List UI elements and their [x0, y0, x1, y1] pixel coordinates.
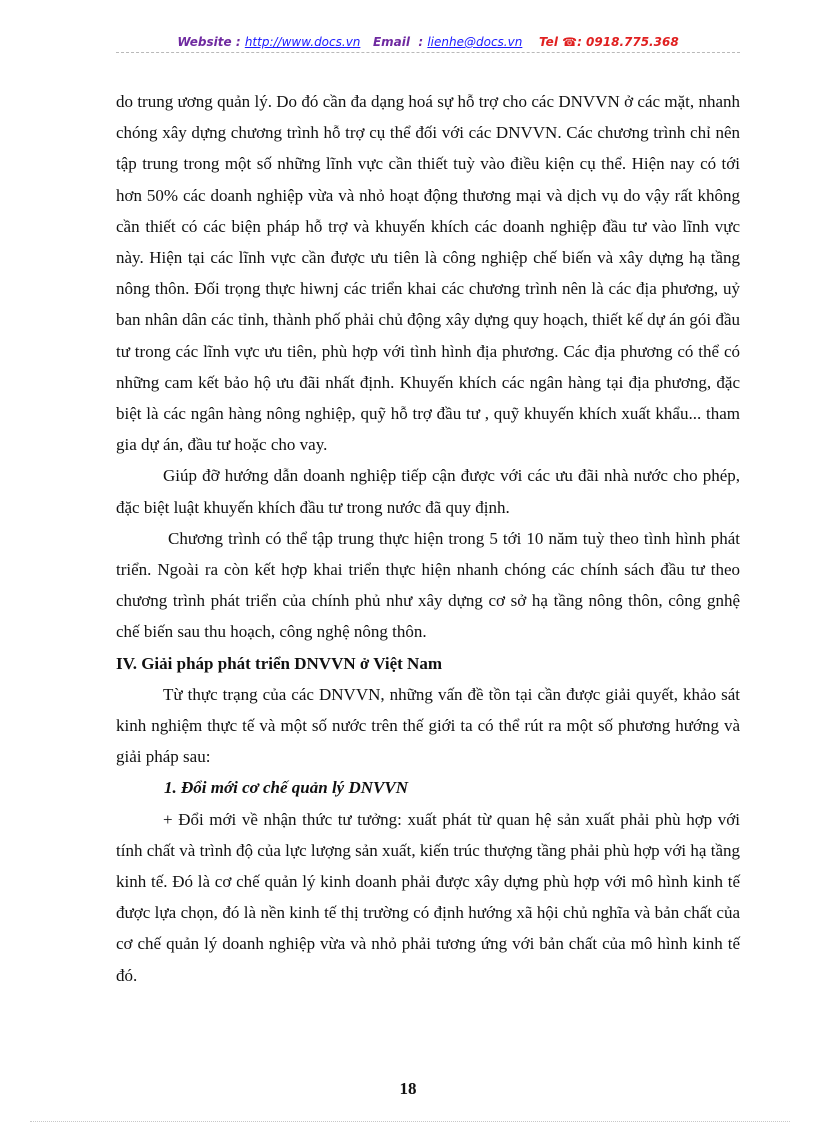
website-label: Website :: [177, 35, 241, 49]
footer-divider: [30, 1121, 790, 1122]
tel-label: Tel: [539, 35, 558, 49]
email-link[interactable]: lienhe@docs.vn: [427, 35, 523, 49]
header-divider: [116, 52, 740, 53]
email-separator: :: [418, 35, 424, 49]
email-label: Email: [372, 35, 410, 49]
telephone-icon: ☎: [562, 35, 578, 49]
website-link[interactable]: http://www.docs.vn: [244, 35, 361, 49]
paragraph-3: Chương trình có thể tập trung thực hiện trong 5 tới 10 năm tuỳ theo tình hình phát triển. Ngoài ra còn kết hợp khai triển thực hiện nhanh chóng các chính sách đầu tư theo chương trình phát triển của chính phủ như xây dựng cơ sở hạ tầng nông thôn, công gnhệ chế biến sau thu hoạch, công nghệ nông thôn.: [116, 528, 740, 642]
paragraph-1: do trung ương quản lý. Do đó cần đa dạng hoá sự hỗ trợ cho các DNVVN ở các mặt, nhanh chóng xây dựng chương trình hỗ trợ cụ thể đối với các DNVVN. Các chương trình chỉ nên tập trung trong một số những lĩnh vực cần thiết tuỳ vào điều kiện cụ thể. Hiện nay có tới hơn 50% các doanh nghiệp vừa và nhỏ hoạt động thương mại và dịch vụ do vậy rất không cần thiết có các biện pháp hỗ trợ và khuyến khích các doanh nghiệp đầu tư vào lĩnh vực này. Hiện tại các lĩnh vực cần được ưu tiên là công nghiệp chế biến và xây dựng hạ tầng nông thôn. Đối trọng thực hiwnj các triển khai các chương trình nên là các địa phương, uỷ ban nhân dân các tỉnh, thành phố phải chủ động xây dựng quy hoạch, thiết kế dự án gói đầu tư trong các lĩnh vực ưu tiên, phù hợp với tình hình địa phương. Các địa phương có thể có những cam kết bảo hộ ưu đãi nhất định. Khuyến khích các ngân hàng tại địa phương, đặc biệt là các ngân hàng nông nghiệp, quỹ hỗ trợ đầu tư , quỹ khuyến khích xuất khẩu... tham gia dự án, đầu tư hoặc cho vay.: [116, 92, 740, 455]
phone-number: : 0918.775.368: [577, 35, 679, 49]
section-heading-iv: IV. Giải pháp phát triển DNVVN ở Việt Nam: [116, 653, 442, 673]
paragraph-2: Giúp đỡ hướng dẫn doanh nghiệp tiếp cận được với các ưu đãi nhà nước cho phép, đặc biệt luật khuyến khích đầu tư trong nước đã quy định.: [116, 466, 740, 517]
page-number: 18: [399, 1079, 417, 1098]
subsection-heading-1: 1. Đổi mới cơ chế quản lý DNVVN: [164, 778, 408, 798]
paragraph-5: + Đổi mới về nhận thức tư tưởng: xuất phát từ quan hệ sản xuất phải phù hợp với tính chất và trình độ của lực lượng sản xuất, kiến trúc thượng tầng phải phù hợp với hạ tầng kinh tế. Đó là cơ chế quản lý kinh doanh phải được xây dựng phù hợp với mô hình kinh tế được lựa chọn, đó là nền kinh tế thị trường có định hướng xã hội chủ nghĩa và bản chất của cơ chế quản lý doanh nghiệp vừa và nhỏ phải tương ứng với bản chất của mô hình kinh tế đó.: [116, 809, 740, 985]
page-header: [116, 35, 740, 49]
paragraph-4: Từ thực trạng của các DNVVN, những vấn đề tồn tại cần được giải quyết, khảo sát kinh nghiệm thực tế và một số nước trên thế giới ta có thể rút ra một số phương hướng và giải pháp sau:: [116, 684, 740, 767]
document-body: [116, 86, 740, 991]
